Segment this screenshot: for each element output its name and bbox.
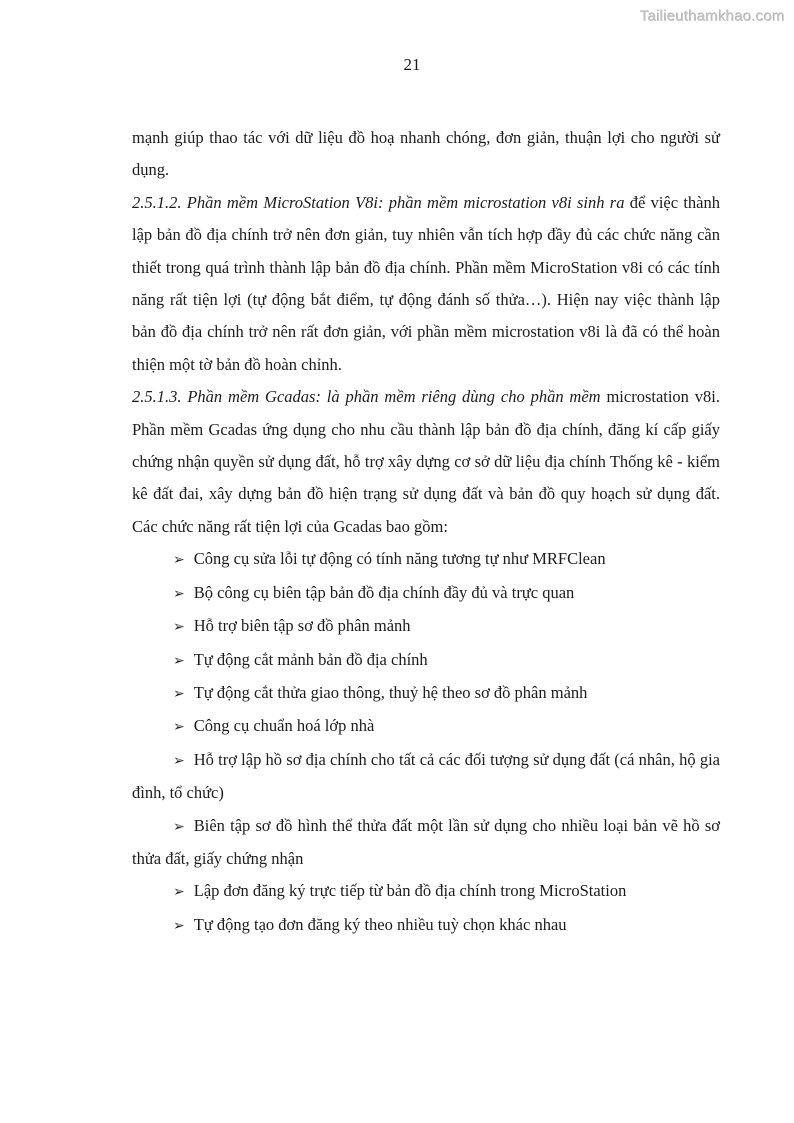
bullet-item [132,909,720,942]
bullet-text: Công cụ sửa lỗi tự động có tính năng tương tự như MRFClean [193,549,606,569]
bullet-text: Tự động cắt mảnh bản đồ địa chính [193,649,428,669]
bullet-item [132,644,720,677]
bullet-text: Lập đơn đăng ký trực tiếp từ bản đồ địa chính trong MicroStation [193,881,627,901]
arrow-bullet-icon: ➢ [173,917,185,934]
section-2512-paragraph [132,187,720,381]
bullet-text: Tự động tạo đơn đăng ký theo nhiều tuỳ chọn khác nhau [193,914,567,934]
arrow-bullet-icon: ➢ [173,719,185,736]
arrow-bullet-icon: ➢ [173,818,185,835]
bullet-text: Tự động cắt thửa giao thông, thuỷ hệ theo sơ đồ phân mảnh [193,682,588,702]
bullet-text: Biên tập sơ đồ hình thể thửa đất một lần sử dụng cho nhiều loại bản vẽ hồ sơ thửa đất, giấy chứng nhận [132,815,720,868]
bullet-item [132,610,720,643]
bullet-text: Công cụ chuẩn hoá lớp nhà [193,716,375,736]
bullet-text: Bộ công cụ biên tập bản đồ địa chính đầy đủ và trực quan [193,582,575,602]
watermark-text: Tailieuthamkhao.com [640,8,785,25]
bullet-text: Hỗ trợ lập hồ sơ địa chính cho tất cả các đối tượng sử dụng đất (cá nhân, hộ gia đình, tổ chức) [132,749,720,803]
bullet-item [132,577,720,610]
arrow-bullet-icon: ➢ [173,884,185,901]
bullet-item [132,543,720,576]
arrow-bullet-icon: ➢ [173,652,185,669]
bullet-text: Hỗ trợ biên tập sơ đồ phân mảnh [193,616,411,636]
arrow-bullet-icon: ➢ [173,619,185,636]
arrow-bullet-icon: ➢ [173,552,185,569]
paragraph-intro-text: mạnh giúp thao tác với dữ liệu đồ hoạ nhanh chóng, đơn giản, thuận lợi cho người sử dụng. [132,128,720,180]
bullet-item [132,810,720,876]
section-2512-heading: 2.5.1.2. Phần mềm MicroStation V8i: phần mềm microstation v8i sinh ra [132,192,630,212]
bullet-item [132,875,720,908]
arrow-bullet-icon: ➢ [173,752,185,769]
bullet-item [132,677,720,710]
section-2513-heading: 2.5.1.3. Phần mềm Gcadas: là phần mềm riêng dùng cho phần mềm [132,387,607,407]
document-body [132,122,720,942]
section-2513-paragraph [132,381,720,543]
paragraph-intro [132,122,720,187]
bullet-item [132,710,720,743]
page-number: 21 [403,55,421,74]
arrow-bullet-icon: ➢ [173,685,185,702]
arrow-bullet-icon: ➢ [173,585,185,602]
bullet-item [132,744,720,810]
section-2513-body: microstation v8i. Phần mềm Gcadas ứng dụng cho nhu cầu thành lập bản đồ địa chính, đăng kí cấp giấy chứng nhận quyền sử dụng đất, hỗ trợ xây dựng cơ sở dữ liệu địa chính Thống kê - kiểm kê đất đai, xây dựng bản đồ hiện trạng sử dụng đất và bản đồ quy hoạch sử dụng đất. Các chức năng rất tiện lợi của Gcadas bao gồm: [132,387,721,536]
section-2512-body: để việc thành lập bản đồ địa chính trở nên đơn giản, tuy nhiên vẫn tích hợp đầy đủ các chức năng cần thiết trong quá trình thành lập bản đồ địa chính. Phần mềm MicroStation v8i có các tính năng rất tiện lợi (tự động bắt điểm, tự động đánh số thửa…). Hiện nay việc thành lập bản đồ địa chính trở nên rất đơn giản, với phần mềm microstation v8i là đã có thể hoàn thiện một tờ bản đồ hoàn chỉnh. [132,192,720,374]
